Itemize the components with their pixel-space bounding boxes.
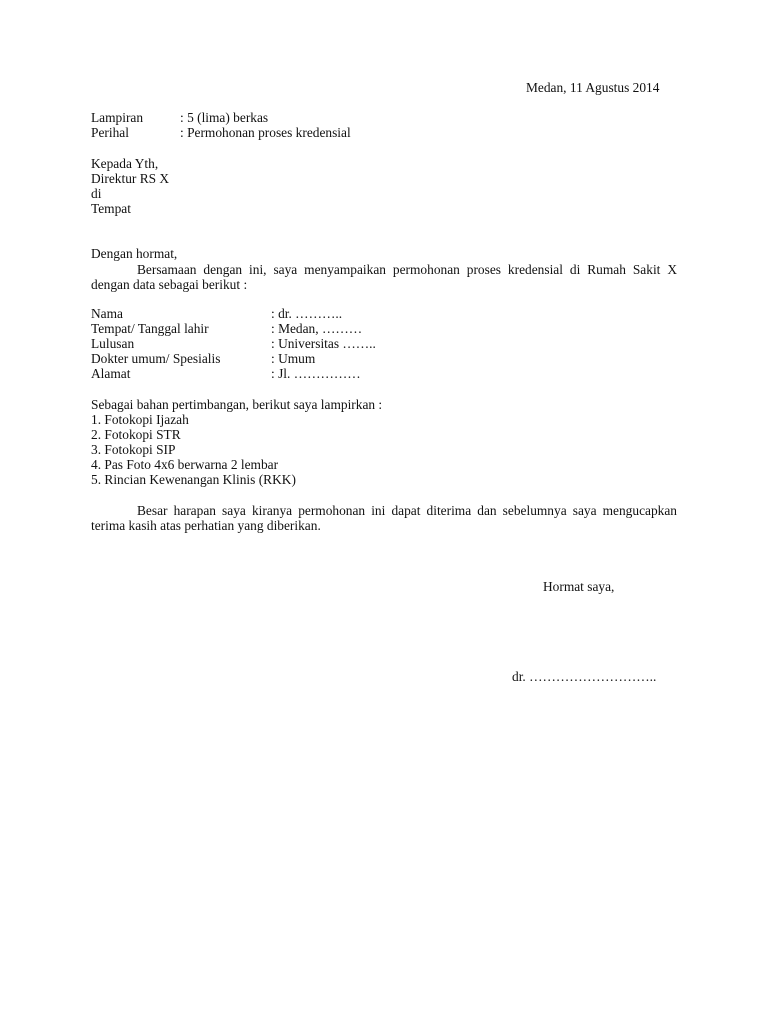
attachment-item: 3. Fotokopi SIP [91,442,176,457]
field-label: Nama [91,306,123,321]
recipient-line: Direktur RS X [91,171,170,186]
field-value: : Umum [271,351,316,366]
meta-value: : Permohonan proses kredensial [180,125,351,140]
salutation: Dengan hormat, [91,246,178,261]
field-value: : Medan, ……… [271,321,363,336]
meta-label: Lampiran [91,110,144,125]
meta-value: : 5 (lima) berkas [180,110,269,125]
field-label: Alamat [91,366,131,381]
field-value: : dr. ……….. [271,306,343,321]
recipient-line: Kepada Yth, [91,156,159,171]
attachment-item: 1. Fotokopi Ijazah [91,412,189,427]
sign-off: Hormat saya, [543,579,615,594]
field-value: : Universitas …….. [271,336,376,351]
intro-text: Bersamaan dengan ini, saya menyampaikan permohonan proses kredensial di Rumah Sakit X dengan data sebagai berikut : [91,262,677,292]
field-label: Tempat/ Tanggal lahir [91,321,209,336]
attachment-item: 2. Fotokopi STR [91,427,181,442]
recipient-line: Tempat [91,201,131,216]
closing-paragraph [91,503,677,533]
recipient-line: di [91,186,102,201]
field-value: : Jl. …………… [271,366,361,381]
field-label: Dokter umum/ Spesialis [91,351,221,366]
place-date: Medan, 11 Agustus 2014 [526,80,660,95]
attachment-item: 4. Pas Foto 4x6 berwarna 2 lembar [91,457,279,472]
closing-text: Besar harapan saya kiranya permohonan ini dapat diterima dan sebelumnya saya mengucapkan terima kasih atas perhatian yang diberikan. [91,503,677,533]
intro-paragraph [91,262,677,292]
attachment-item: 5. Rincian Kewenangan Klinis (RKK) [91,472,296,487]
meta-label: Perihal [91,125,129,140]
field-label: Lulusan [91,336,135,351]
signature-name: dr. ……………………….. [512,669,657,684]
attachments-intro: Sebagai bahan pertimbangan, berikut saya lampirkan : [91,397,383,412]
